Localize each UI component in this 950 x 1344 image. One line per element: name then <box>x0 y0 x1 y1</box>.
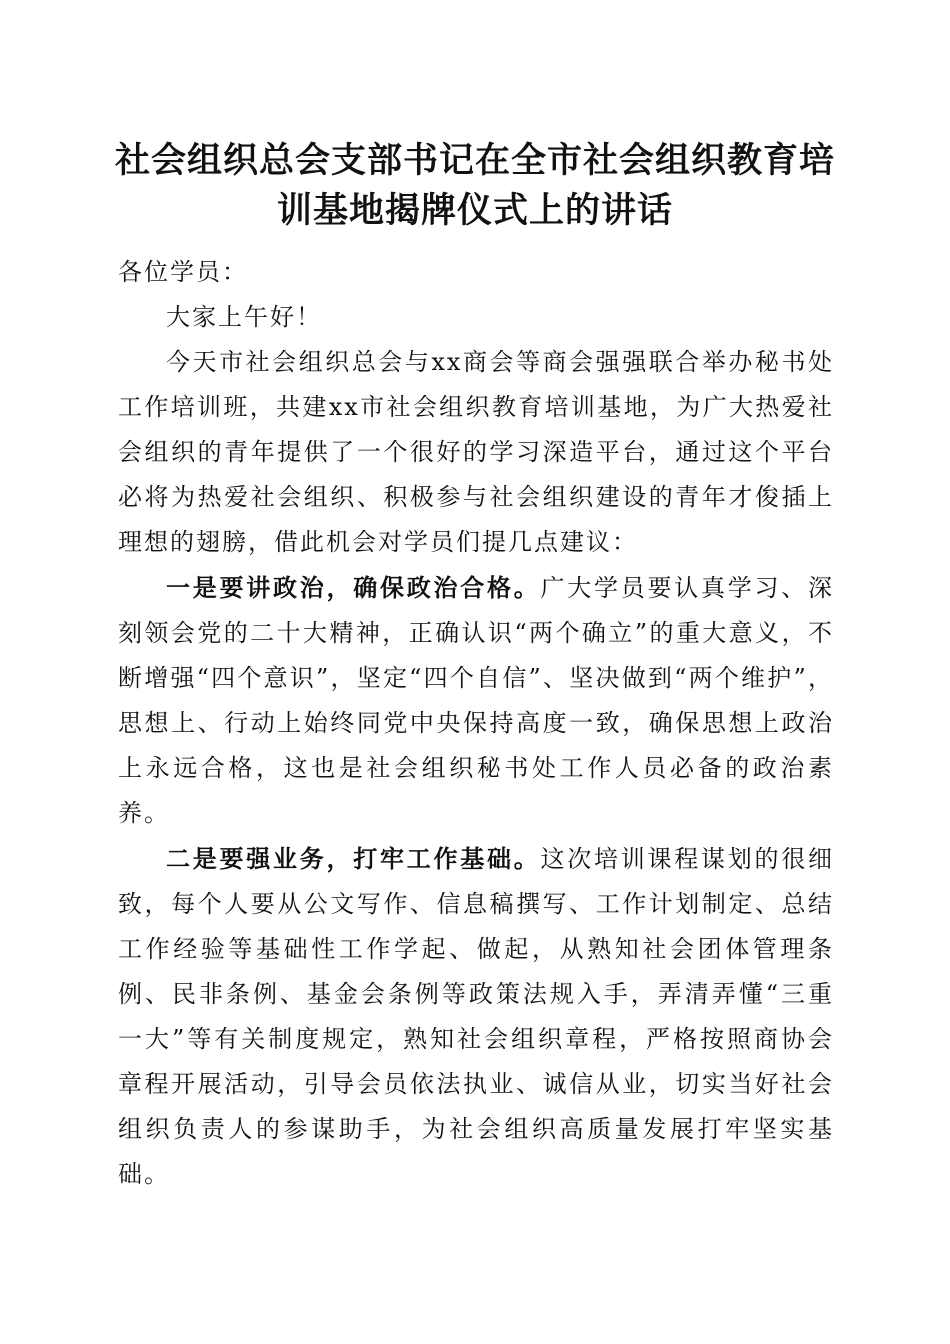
title-line-2: 训基地揭牌仪式上的讲话 <box>276 190 673 231</box>
title-line-1: 社会组织总会支部书记在全市社会组织教育培 <box>114 140 835 181</box>
point-2-body: 这次培训课程谋划的很细致，每个人要从公文写作、信息稿撰写、工作计划制定、总结工作经验等基础性工作学起、做起，从熟知社会团体管理条例、民非条例、基金会条例等政策法规入手，弄清弄懂“三重一大”等有关制度规定，熟知社会组织章程，严格按照商协会章程开展活动，引导会员依法执业、诚信从业，切实当好社会组织负责人的参谋助手，为社会组织高质量发展打牢坚实基础。 <box>118 845 834 1188</box>
point-1-paragraph <box>118 565 834 836</box>
point-2-lead: 二是要强业务，打牢工作基础。 <box>166 844 541 873</box>
intro-paragraph: 今天市社会组织总会与xx商会等商会强强联合举办秘书处工作培训班，共建xx市社会组织教育培训基地，为广大热爱社会组织的青年提供了一个很好的学习深造平台，通过这个平台必将为热爱社会组织、积极参与社会组织建设的青年才俊插上理想的翅膀，借此机会对学员们提几点建议： <box>118 348 834 556</box>
document-body <box>118 250 834 1197</box>
salutation: 各位学员： <box>118 258 248 286</box>
point-2-paragraph <box>118 836 834 1197</box>
point-1-lead: 一是要讲政治，确保政治合格。 <box>166 573 541 602</box>
document-title <box>100 136 850 236</box>
point-1-body: 广大学员要认真学习、深刻领会党的二十大精神，正确认识“两个确立”的重大意义，不断增强“四个意识”，坚定“四个自信”、坚决做到“两个维护”，思想上、行动上始终同党中央保持高度一致，确保思想上政治上永远合格，这也是社会组织秘书处工作人员必备的政治素养。 <box>118 574 834 827</box>
greeting: 大家上午好！ <box>166 303 322 331</box>
